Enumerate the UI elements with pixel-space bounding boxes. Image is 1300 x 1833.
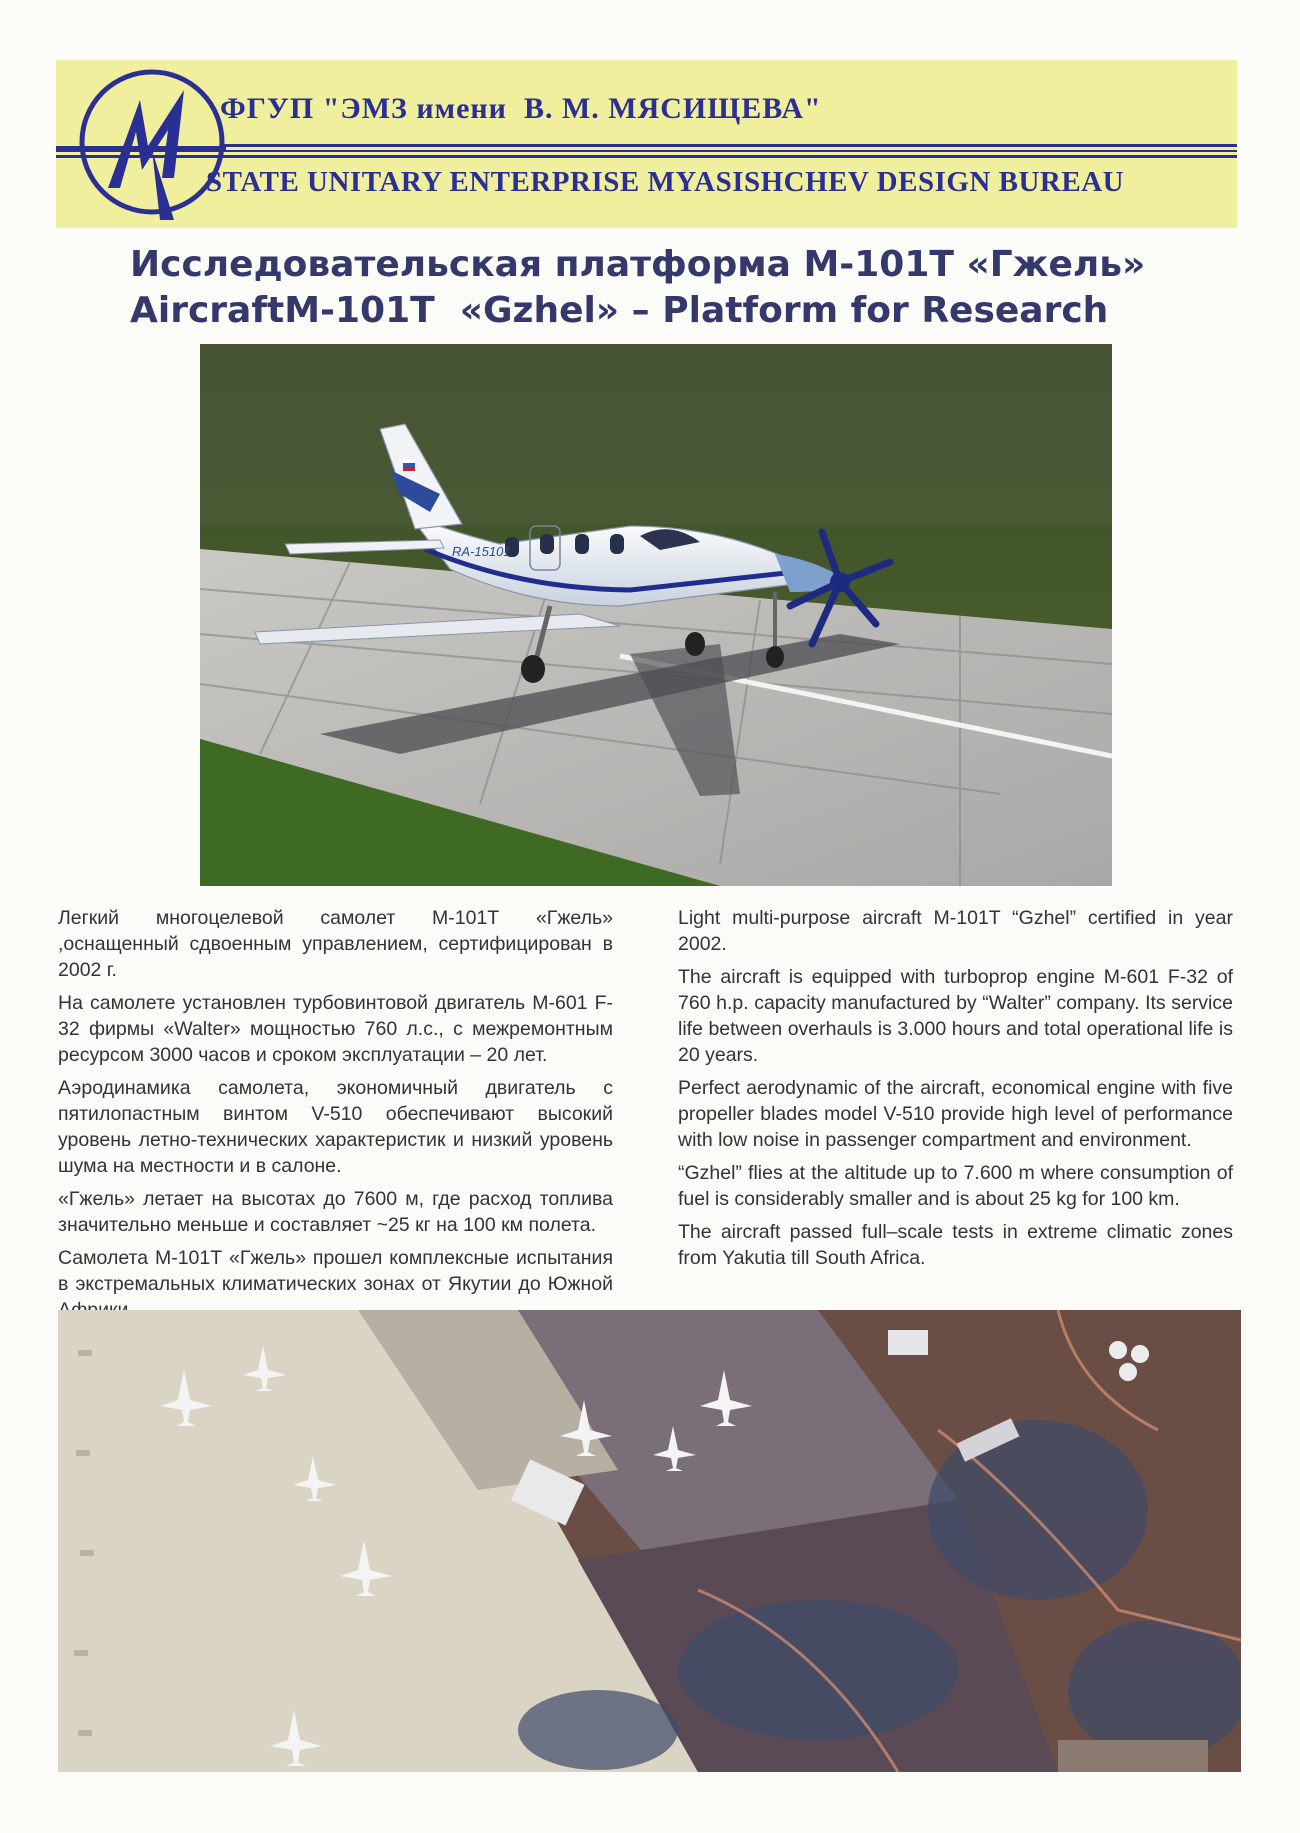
paragraph-ru: Легкий многоцелевой самолет М-101Т «Гжель» ,оснащенный сдвоенным управлением, сертифицирован в 2002 г. [58, 907, 613, 981]
paragraph-ru: Аэродинамика самолета, экономичный двигатель с пятилопастным винтом V-510 обеспечивают высокий уровень летно-технических характеристик и низкий уровень шума на местности и в салоне. [58, 1077, 613, 1177]
paragraph-en: Perfect aerodynamic of the aircraft, economical engine with five propeller blades model V-510 provide high level of performance with low noise in passenger compartment and environment. [678, 1077, 1233, 1151]
paragraph-en: “Gzhel” flies at the altitude up to 7.600 m where consumption of fuel is considerably smaller and is about 25 kg for 100 km. [678, 1162, 1233, 1210]
paragraph-en: Light multi-purpose aircraft M-101T “Gzhel” certified in year 2002. [678, 907, 1233, 955]
aerial-airfield-photo [58, 1310, 1241, 1772]
header-title-ru: ФГУП "ЭМЗ имени В. М. МЯСИЩЕВА" [220, 92, 822, 125]
aircraft-photo [200, 344, 1112, 886]
aircraft-registration: RA-15101 [452, 544, 511, 559]
page-title-ru: Исследовательская платформа М-101Т «Гжель» [130, 244, 1146, 285]
header-title-en: STATE UNITARY ENTERPRISE MYASISHCHEV DESIGN BUREAU [206, 166, 1125, 198]
page-title-en: AircraftM-101T «Gzhel» – Platform for Research [130, 290, 1109, 331]
description-en [678, 905, 1233, 1278]
paragraph-en: The aircraft passed full–scale tests in extreme climatic zones from Yakutia till South Africa. [678, 1221, 1233, 1269]
description-ru [58, 905, 613, 1330]
paragraph-ru: На самолете установлен турбовинтовой двигатель М-601 F-32 фирмы «Walter» мощностью 760 л.с., с межремонтным ресурсом 3000 часов и сроком эксплуатации – 20 лет. [58, 992, 613, 1066]
header-divider [56, 144, 1237, 160]
paragraph-ru: «Гжель» летает на высотах до 7600 м, где расход топлива значительно меньше и составляет ~25 кг на 100 км полета. [58, 1188, 613, 1236]
paragraph-en: The aircraft is equipped with turboprop engine M-601 F-32 of 760 h.p. capacity manufactured by “Walter” company. Its service life between overhauls is 3.000 hours and total operational life is 20 years. [678, 966, 1233, 1066]
paragraph-ru: Самолета М-101Т «Гжель» прошел комплексные испытания в экстремальных климатических зонах от Якутии до Южной [58, 1247, 613, 1295]
